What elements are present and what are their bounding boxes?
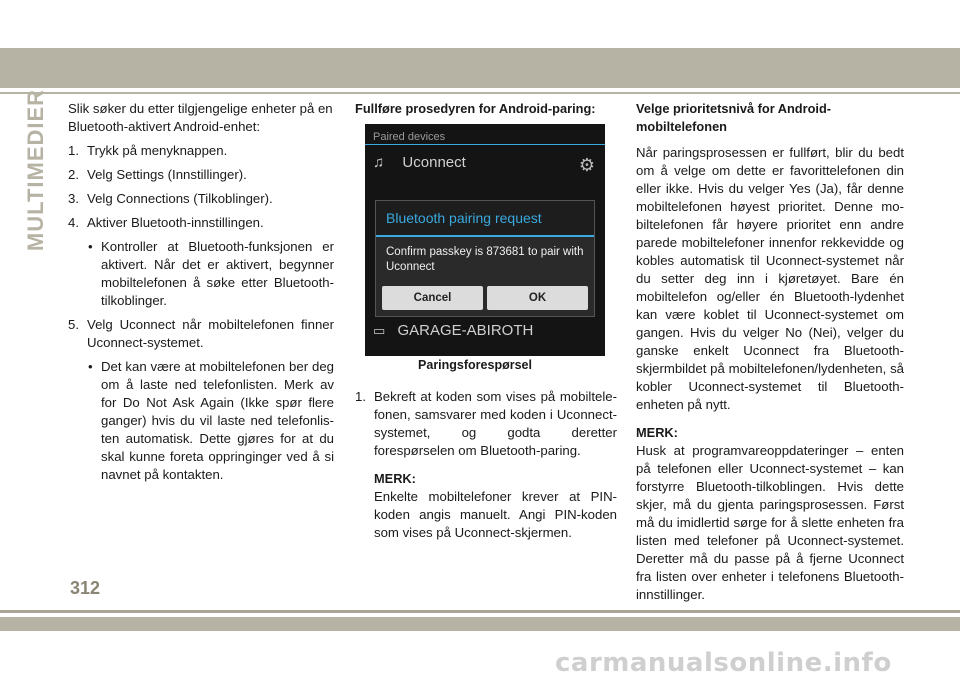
body-paragraph: Når paringsprosessen er fullført, blir du bedt om å velge om dette er favorittelefonen din eller ikke. Hvis du velger Yes (Ja), får denne mobiltelefonen høyest prioritet. Denne mo-biltelefonen får høyere prioritet enn andre parede mobiltelefoner innenfor rekkevidde og kobles automatisk til Uconnect-systemet når du setter deg inn i kjøretøyet. Bare én mobiltelefon og/eller én Bluetooth-lydenhet kan være koblet til Uconnect-systemet om gangen. Hvis du velger No (Nei), velger du ganske enkelt Uconnect fra Bluetooth-skjermbildet på mobiltelefonen/lydenheten, så kobler Uconnect-systemet til Bluetooth-enheten på nytt. xyxy=(636,145,904,412)
pairing-dialog xyxy=(375,200,595,317)
intro-text: Slik søker du etter tilgjengelige enheter på en Bluetooth-aktivert Android-enhet: xyxy=(68,101,333,134)
step-1 xyxy=(68,142,334,160)
step-5 xyxy=(68,316,334,352)
footer-rule xyxy=(0,610,960,613)
note-heading: MERK: xyxy=(636,425,678,440)
note-block xyxy=(374,470,617,542)
step-number: 1. xyxy=(68,143,79,158)
column-2 xyxy=(355,100,617,542)
step-number: 5. xyxy=(68,317,79,332)
section-heading: Fullføre prosedyren for Android-paring: xyxy=(355,101,596,116)
bullet-text: Kontroller at Bluetooth-funksjonen er aktivert. Når det er aktivert, begynner mobiltelefonen å søke etter Bluetooth-tilkoblinger. xyxy=(101,239,334,308)
dialog-message: Confirm passkey is 873681 to pair with Uconnect xyxy=(386,246,584,273)
header-rule xyxy=(0,92,960,94)
dialog-title: Bluetooth pairing request xyxy=(376,201,594,237)
step-text: Velg Uconnect når mobiltelefonen finner Uconnect-systemet. xyxy=(87,317,334,350)
bullet-icon: • xyxy=(88,359,93,374)
paired-device-row xyxy=(373,322,605,340)
step-number: 2. xyxy=(68,167,79,182)
step-number: 3. xyxy=(68,191,79,206)
section-tab xyxy=(22,88,50,252)
step-2 xyxy=(68,166,334,184)
footer-band xyxy=(0,617,960,631)
ok-button[interactable]: OK xyxy=(487,286,588,310)
device-name: Uconnect xyxy=(402,154,466,171)
step-number: 1. xyxy=(355,389,366,404)
phone-screenshot xyxy=(365,124,605,356)
note-text: Husk at programvareoppdateringer – enten på telefonen eller Uconnect-systemet – kan forstyrre Bluetooth-tilkoblingen. Hvis dette skjer, må du gjenta paringsprosessen. Først må du imidlertid sørge for å slette enheten fra listen med telefoner på Uconnect-systemet. Deretter må du passe på å fjerne Uconnect fra listen over enheter i telefonens Bluetooth-innstillinger. xyxy=(636,443,904,602)
figure-caption: Paringsforespørsel xyxy=(418,358,532,372)
page-number: 312 xyxy=(70,578,101,598)
section-tab-label: MULTIMEDIER xyxy=(23,88,48,252)
paired-device-row xyxy=(373,154,605,175)
bullet-icon: • xyxy=(88,239,93,254)
step-text: Velg Connections (Tilkoblinger). xyxy=(87,191,273,206)
bullet-text: Det kan være at mobiltelefonen ber deg om å laste ned telefonlisten. Merk av for Do Not Ask Again (Ikke spør flere ganger) hvis du vil laste ned telefonlis-ten automatisk. Dette gjøres for at du skal kunne foreta oppringinger ved å si navnet på kontakten. xyxy=(101,359,334,482)
note-heading: MERK: xyxy=(374,471,416,486)
step-number: 4. xyxy=(68,215,79,230)
step-3 xyxy=(68,190,334,208)
gear-icon: ⚙ xyxy=(578,155,595,175)
note-text: Enkelte mobiltelefoner krever at PIN-koden angis manuelt. Angi PIN-koden som vises på Uconnect-skjermen. xyxy=(374,489,617,540)
monitor-icon: ▭ xyxy=(373,323,386,338)
step-text: Aktiver Bluetooth-innstillingen. xyxy=(87,215,264,230)
paired-devices-label: Paired devices xyxy=(373,131,446,143)
step-text: Trykk på menyknappen. xyxy=(87,143,228,158)
header-band xyxy=(0,48,960,88)
step-text: Bekreft at koden som vises på mobiltele-fonen, samsvarer med koden i Uconnect-systemet, og godta deretter forespørselen om Bluetooth-paring. xyxy=(374,389,617,458)
step-4 xyxy=(68,214,334,232)
step-1 xyxy=(355,388,617,460)
divider xyxy=(365,144,605,145)
cancel-button[interactable]: Cancel xyxy=(382,286,483,310)
watermark: carmanualsonline.info xyxy=(555,648,892,678)
headphones-icon: ♫ xyxy=(373,154,385,171)
bullet-item xyxy=(88,238,334,310)
bullet-item xyxy=(88,358,334,484)
device-name: GARAGE-ABIROTH xyxy=(397,322,534,339)
column-3 xyxy=(636,100,904,604)
section-heading: Velge prioritetsnivå for Android-mobiltelefonen xyxy=(636,101,832,134)
column-1 xyxy=(68,100,334,484)
step-text: Velg Settings (Innstillinger). xyxy=(87,167,247,182)
dialog-buttons xyxy=(382,286,588,310)
